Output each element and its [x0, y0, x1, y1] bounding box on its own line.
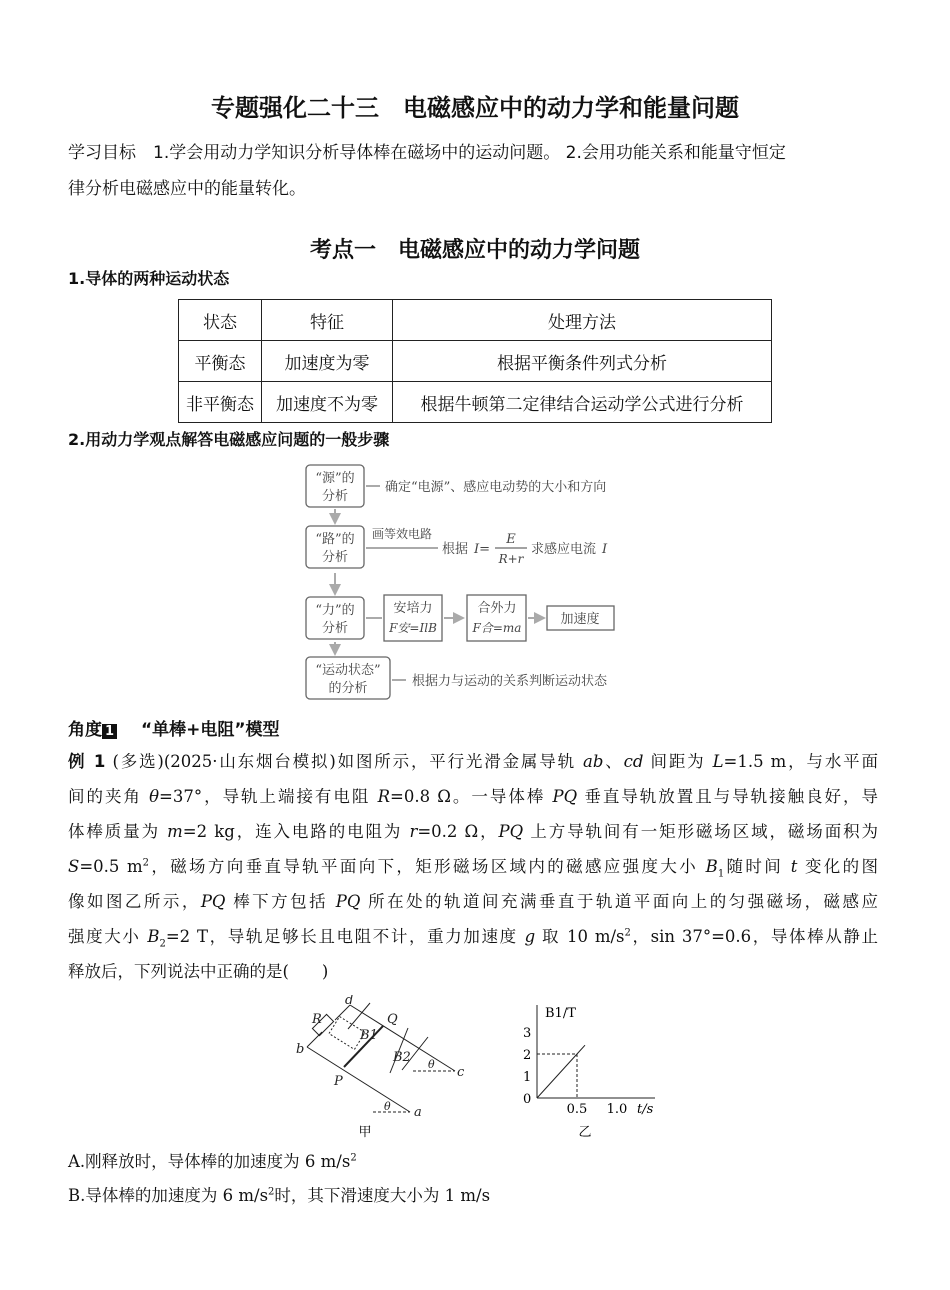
flow-note: 画等效电路 [372, 527, 433, 541]
options-line [68, 1150, 878, 1174]
text-segment: PQ [552, 787, 578, 806]
fig-label: a [414, 1105, 422, 1120]
text-segment: R [377, 787, 390, 806]
flow-box-label: 的分析 [328, 681, 368, 696]
text-segment: =0.2 Ω， [417, 822, 499, 841]
figure-caption: 甲 [358, 1125, 372, 1140]
flow-note-pre: 根据 [442, 542, 469, 557]
section-title: 考点一 电磁感应中的动力学问题 [309, 238, 640, 263]
flow-box-label: 加速度 [560, 612, 600, 627]
table-cell: 平衡态 [179, 341, 262, 382]
example_lines-line [68, 785, 878, 809]
motion-states-table [178, 299, 772, 423]
flow-formula-I: I= [474, 542, 491, 557]
text-segment: 释放后，下列说法中正确的是( ) [68, 962, 329, 981]
text-segment: PQ [200, 892, 226, 911]
fig-label: c [457, 1065, 465, 1080]
example_lines-line [68, 925, 878, 949]
text-segment: θ [149, 787, 160, 806]
table-header: 特征 [262, 300, 393, 341]
flow-box-label: “源”的 [315, 471, 355, 486]
text-segment: S [68, 857, 80, 876]
text-segment: m [167, 822, 183, 841]
text-segment: =0.8 Ω。一导体棒 [390, 787, 553, 806]
text-segment: 1 [717, 868, 725, 880]
text-segment: 上方导轨间有一矩形磁场区域，磁场面积为 [523, 822, 878, 841]
flow-formula: F安=IlB [389, 621, 437, 635]
y-tick-label: 3 [523, 1026, 532, 1041]
text-segment: PQ [335, 892, 361, 911]
text-segment: 2 [350, 1152, 357, 1164]
flow-note: 确定“电源”、感应电动势的大小和方向 [385, 480, 607, 495]
text-segment: PQ [498, 822, 524, 841]
text-segment: L [712, 752, 724, 771]
fig-label: B1 [360, 1028, 378, 1043]
text-segment: B [147, 927, 160, 946]
text-segment: t [790, 857, 798, 876]
fig-label: b [296, 1042, 305, 1057]
flow-box-label: 合外力 [477, 601, 517, 616]
subheading-steps: 2.用动力学观点解答电磁感应问题的一般步骤 [68, 430, 390, 449]
angle-heading [68, 715, 280, 740]
flow-formula-I: I [602, 542, 608, 557]
angle-number-badge: 1 [102, 724, 117, 739]
fig-label: θ [428, 1058, 435, 1071]
flow-note: 根据力与运动的关系判断运动状态 [412, 674, 608, 689]
example_lines-line [68, 820, 878, 844]
example_lines-line [68, 750, 878, 774]
angle-title: “单棒+电阻”模型 [140, 720, 280, 740]
text-segment: 垂直导轨放置且与导轨接触良好，导 [577, 787, 878, 806]
text-segment: 随时间 [724, 857, 791, 876]
fig-label: Q [387, 1012, 398, 1027]
text-segment: =37°，导轨上端接有电阻 [159, 787, 378, 806]
y-axis-label: B1/T [545, 1006, 576, 1021]
flow-formula-num: E [506, 532, 516, 547]
table-cell: 加速度为零 [262, 341, 393, 382]
text-segment: ab [583, 752, 604, 771]
flow-note-post: 求感应电流 [531, 542, 597, 557]
text-segment: 2 [142, 857, 149, 869]
subheading-motion-states: 1.导体的两种运动状态 [68, 269, 230, 288]
data-line [537, 1045, 585, 1098]
table-row [179, 341, 772, 382]
text-segment: 例 1 [68, 752, 106, 771]
text-segment: 像如图乙所示， [68, 892, 201, 911]
text-segment: g [524, 927, 536, 946]
example_lines-line [68, 960, 878, 984]
flow-box-label: 安培力 [393, 601, 433, 616]
text-segment: 2 [268, 1186, 275, 1198]
x-tick-label: 0.5 [566, 1102, 588, 1117]
text-segment: 变化的图 [797, 857, 878, 876]
x-tick-label: 1.0 [606, 1102, 628, 1117]
text-segment: cd [623, 752, 644, 771]
figure-yi-chart [515, 995, 665, 1140]
table-header-row [179, 300, 772, 341]
text-segment: A.刚释放时，导体棒的加速度为 6 m/s [68, 1152, 351, 1171]
table-cell: 根据平衡条件列式分析 [393, 341, 772, 382]
text-segment: r [409, 822, 418, 841]
y-tick-label: 1 [523, 1070, 532, 1085]
table-cell: 非平衡态 [179, 382, 262, 423]
text-segment: 2 [159, 938, 166, 950]
fig-label: d [345, 995, 354, 1008]
text-segment: ，磁场方向垂直导轨平面向下，矩形磁场区域内的磁感应强度大小 [149, 857, 706, 876]
table-header: 状态 [179, 300, 262, 341]
example_lines-line [68, 890, 878, 914]
flow-box-label: 分析 [321, 550, 349, 565]
text-segment: ，sin 37°=0.6，导体棒从静止 [630, 927, 879, 946]
example_lines-line [68, 855, 878, 879]
text-segment: 时，其下滑速度大小为 1 m/s [274, 1186, 491, 1205]
text-segment: =0.5 m [79, 857, 143, 876]
text-segment: 取 10 m/s [535, 927, 625, 946]
page-title: 专题强化二十三 电磁感应中的动力学和能量问题 [211, 94, 739, 122]
text-segment: 强度大小 [68, 927, 148, 946]
figure-caption: 乙 [578, 1125, 592, 1140]
flow-box-label: “路”的 [315, 532, 355, 547]
flow-box-label: “运动状态” [315, 663, 381, 678]
fig-label: R [312, 1012, 322, 1027]
text-segment: B.导体棒的加速度为 6 m/s [68, 1186, 269, 1205]
text-segment: 棒下方包括 [225, 892, 336, 911]
text-segment: 2 [624, 927, 631, 939]
table-row [179, 382, 772, 423]
table-cell: 根据牛顿第二定律结合运动学公式进行分析 [393, 382, 772, 423]
text-segment: 体棒质量为 [68, 822, 168, 841]
options-line [68, 1184, 878, 1208]
flow-box-label: 分析 [321, 621, 349, 636]
y-tick-label: 0 [523, 1092, 532, 1107]
learning-goals-line-1: 学习目标 1.学会用动力学知识分析导体棒在磁场中的运动问题。 2.会用功能关系和能量守恒定 [68, 143, 786, 163]
table-header: 处理方法 [393, 300, 772, 341]
fig-label: P [334, 1074, 343, 1089]
fig-label: θ [384, 1100, 391, 1113]
text-segment: =2 T，导轨足够长且电阻不计，重力加速度 [165, 927, 525, 946]
angle-label: 角度 [68, 720, 102, 740]
text-segment: B [705, 857, 718, 876]
table-cell: 加速度不为零 [262, 382, 393, 423]
text-segment: 所在处的轨道间充满垂直于轨道平面向上的匀强磁场，磁感应 [360, 892, 879, 911]
text-segment: (多选)(2025·山东烟台模拟)如图所示，平行光滑金属导轨 [105, 752, 584, 771]
fig-label: B2 [393, 1050, 411, 1065]
learning-goals-line-2: 律分析电磁感应中的能量转化。 [68, 179, 306, 199]
figure-jia-rails [290, 995, 470, 1140]
text-segment: 间距为 [643, 752, 713, 771]
analysis-flowchart [300, 460, 660, 700]
text-segment: =2 kg，连入电路的电阻为 [182, 822, 410, 841]
y-tick-label: 2 [523, 1048, 532, 1063]
text-segment: 、 [603, 752, 624, 771]
flow-formula-den: R+r [498, 552, 524, 566]
flow-formula: F合=ma [472, 621, 522, 635]
text-segment: 间的夹角 [68, 787, 150, 806]
x-axis-label: t/s [637, 1102, 654, 1117]
flow-box-label: “力”的 [315, 603, 355, 618]
flow-box-label: 分析 [321, 489, 349, 504]
text-segment: =1.5 m，与水平面 [723, 752, 878, 771]
